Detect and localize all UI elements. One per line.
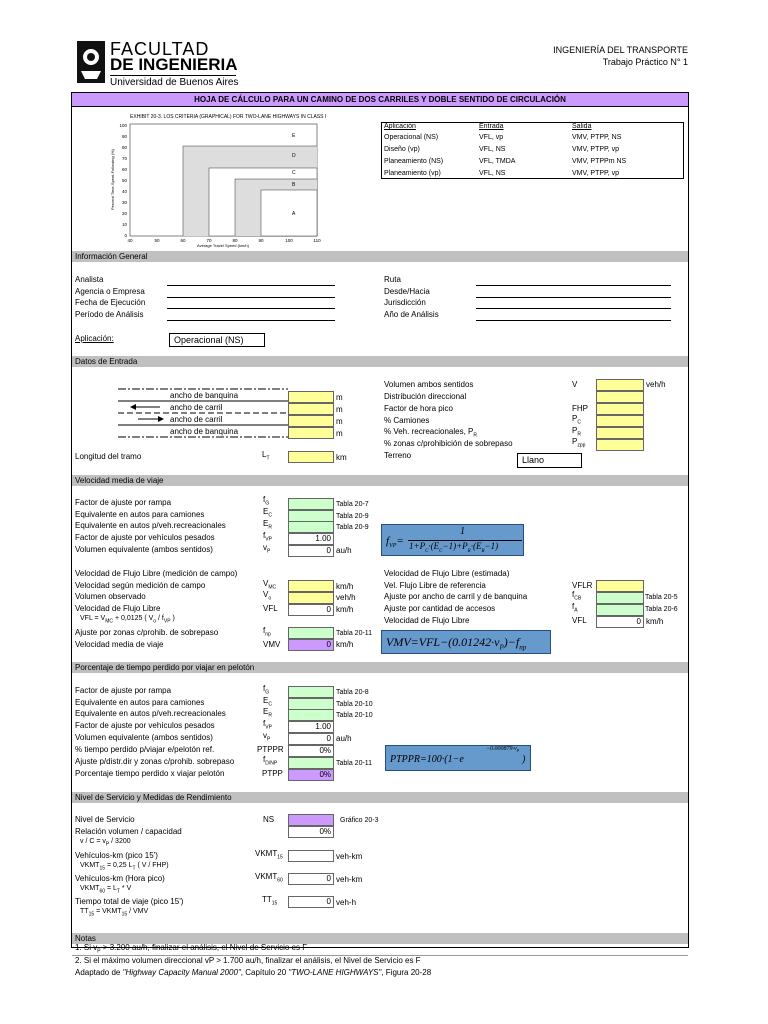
ptp-sym: PTPP <box>262 769 283 778</box>
label-terreno: Terreno <box>384 451 412 460</box>
section-ns: Nivel de Servicio y Medidas de Rendimiento <box>72 792 688 803</box>
grade-factor-input[interactable] <box>288 498 334 510</box>
periodo-field[interactable] <box>167 320 335 321</box>
section-info-general: Información General <box>72 251 688 262</box>
crest-icon <box>77 41 105 83</box>
vkmt15-sym: $VKMT_{15}$ <box>255 849 283 861</box>
app-col-aplicacion: Aplicación <box>384 123 416 130</box>
anio-field[interactable] <box>476 320 671 321</box>
app-row: VMV, PTPP, vp <box>572 146 620 153</box>
length-input[interactable] <box>288 451 334 463</box>
sym-pr: $P_R$ <box>572 426 581 438</box>
vmv-final-label: Velocidad media de viaje <box>75 640 164 649</box>
fl-label: Volumen observado <box>75 592 146 601</box>
ruta-field[interactable] <box>476 285 671 286</box>
ptp-label: Porcentaje tiempo perdido x viajar pelotón <box>75 769 225 778</box>
equiv-volume-value: 0 <box>288 545 334 557</box>
vmv-final-sym: VMV <box>263 640 281 649</box>
svg-text:40: 40 <box>127 238 133 243</box>
vkmt15-formula: $VKMT_{15} = 0,25$ $L_T$ ( V / FHP) <box>80 862 169 872</box>
vmv-label: Factor de ajuste por vehículos pesados <box>75 533 215 542</box>
ptp-label: Factor de ajuste por vehículos pesados <box>75 721 215 730</box>
lane-width-input[interactable] <box>288 403 334 415</box>
table-ref: Tabla 20-9 <box>336 513 369 520</box>
sym-pc: $P_C$ <box>572 414 581 426</box>
app-row: Planeamiento (vp) <box>384 170 441 177</box>
svg-text:30: 30 <box>121 200 127 205</box>
app-row: VFL, vp <box>479 134 504 141</box>
table-ref: Tabla 20-5 <box>645 594 678 601</box>
vmv-label: Factor de ajuste por rampa <box>75 498 172 507</box>
ptp-rv-equiv-input[interactable] <box>288 709 334 721</box>
unit: km/h <box>336 582 354 591</box>
course-name: INGENIERÍA DEL TRANSPORTE <box>553 45 688 55</box>
ptp-equiv-volume-value: 0 <box>288 733 334 745</box>
table-ref: Tabla 20-10 <box>336 712 373 719</box>
vmv-formula: $VMV=VFL-(0.01242\cdot v_P)-f_{np}$ <box>381 630 551 654</box>
svg-text:50: 50 <box>154 238 160 243</box>
ptp-sym: PTPPR <box>257 745 284 754</box>
unit: veh/h <box>336 593 356 602</box>
vmv-sym: $E_R$ <box>263 519 272 531</box>
engineering-name: DE INGENIERIA <box>110 55 238 74</box>
vmv-label: Equivalente en autos p/veh.recreacionales <box>75 521 226 530</box>
vmv-sym: $v_P$ <box>263 543 271 555</box>
label-jurisdiccion: Jurisdicción <box>384 298 426 307</box>
section-ptp: Porcentaje de tiempo perdido por viajar en pelotón <box>72 662 688 673</box>
vmv-sym: $f_G$ <box>263 495 270 507</box>
vc-label: Relación volumen / capacidad <box>75 827 182 836</box>
svg-text:0: 0 <box>124 233 127 238</box>
ptp-sym: $E_R$ <box>263 707 272 719</box>
fnp-input[interactable] <box>288 627 334 639</box>
app-col-salida: Salida <box>572 123 592 130</box>
hv-factor-value: 1.00 <box>288 533 334 545</box>
unit-m: m <box>336 417 343 426</box>
ptp-grade-input[interactable] <box>288 686 334 698</box>
label-zonas: % zonas c/prohibición de sobrepaso <box>384 439 513 448</box>
los-exhibit-chart <box>108 120 323 248</box>
vkmt60-sym: $VKMT_{60}$ <box>255 872 283 884</box>
label-agencia: Agencia o Empresa <box>75 287 145 296</box>
svg-text:A: A <box>292 211 296 217</box>
svg-text:50: 50 <box>121 178 127 183</box>
flr-label: Vel. Flujo Libre de referencia <box>384 581 486 590</box>
trucks-pct-input[interactable] <box>596 415 644 427</box>
observed-volume-input[interactable] <box>288 592 334 604</box>
fvp-formula: $f_{VP}=$ 1 $1+P_C\cdot(E_C-1)+P_R\cdot(E_R-1)$ <box>381 524 524 556</box>
work-name: Trabajo Práctico N° 1 <box>602 57 688 67</box>
table-ref: Tabla 20-7 <box>336 501 369 508</box>
shoulder-width-input[interactable] <box>288 391 334 403</box>
tt-formula: $TT_{15}$ = $VKMT_{15}$ / VMV <box>80 908 149 918</box>
app-row: VMV, PTPP, NS <box>572 134 622 141</box>
ptppr-value: 0% <box>288 745 334 757</box>
vmv-final-value: 0 <box>288 639 334 651</box>
unit-km: km <box>336 453 347 462</box>
dir-dist-input[interactable] <box>596 391 644 403</box>
svg-text:70: 70 <box>206 238 212 243</box>
label-volumen: Volumen ambos sentidos <box>384 380 474 389</box>
terrain-select[interactable]: Llano <box>517 453 582 468</box>
unit: km/h <box>646 617 664 626</box>
unit: veh-km <box>336 852 363 861</box>
np-sym: $f_{np}$ <box>263 626 271 638</box>
flr-label: Ajuste por ancho de carril y de banquina <box>384 592 528 601</box>
ptp-label: Volumen equivalente (ambos sentidos) <box>75 733 213 742</box>
ptp-sym: $f_{D/NP}$ <box>263 755 278 767</box>
tt-value: 0 <box>288 896 334 908</box>
section-datos-entrada: Datos de Entrada <box>72 356 688 367</box>
fl-right-title: Velocidad de Flujo Libre (estimada) <box>384 569 510 578</box>
svg-text:110: 110 <box>313 238 321 243</box>
fl-label: Velocidad de Flujo Libre <box>75 604 161 613</box>
svg-text:100: 100 <box>119 123 127 128</box>
vmv-sym: $E_C$ <box>263 507 272 519</box>
svg-text:B: B <box>292 182 296 188</box>
fdnp-input[interactable] <box>288 757 334 769</box>
nopass-pct-input[interactable] <box>596 439 644 451</box>
tt-label: Tiempo total de viaje (pico 15') <box>75 897 184 906</box>
label-desde-hacia: Desde/Hacia <box>384 287 430 296</box>
ptp-sym: $v_P$ <box>263 731 271 743</box>
note-1: 1. Si $v_P > 3.200$ au/h, finalizar el análisis, el Nivel de Servicio es F <box>75 943 308 955</box>
ptp-sym: $f_G$ <box>263 684 270 696</box>
lane-label: ancho de banquina <box>170 427 239 436</box>
faculty-logo <box>77 41 105 83</box>
vmv-label: Volumen equivalente (ambos sentidos) <box>75 545 213 554</box>
unit-m: m <box>336 429 343 438</box>
unit: km/h <box>336 640 354 649</box>
label-camiones: % Camiones <box>384 416 430 425</box>
unit-auh: au/h <box>336 546 352 555</box>
svg-text:Percent Time-Spent-Following (: Percent Time-Spent-Following (%) <box>110 149 115 210</box>
label-fecha: Fecha de Ejecución <box>75 298 146 307</box>
label-aplicacion: Aplicación: <box>75 334 114 343</box>
vflr-input[interactable] <box>596 580 644 592</box>
label-longitud: Longitud del tramo <box>75 452 142 461</box>
unit: veh-h <box>336 898 357 907</box>
agencia-field[interactable] <box>167 297 335 298</box>
vc-value: 0% <box>288 826 334 838</box>
volume-input[interactable] <box>596 379 644 391</box>
app-row: VFL, NS <box>479 146 506 153</box>
sheet-title: HOJA DE CÁLCULO PARA UN CAMINO DE DOS CARRILES Y DOBLE SENTIDO DE CIRCULACIÓN <box>72 93 688 107</box>
table-ref: Tabla 20-11 <box>336 630 373 637</box>
flr-sym: $f_{CB}$ <box>572 590 582 602</box>
lane-width-input[interactable] <box>288 415 334 427</box>
svg-text:60: 60 <box>180 238 186 243</box>
unit-m: m <box>336 405 343 414</box>
fl-sym: $V_o$ <box>263 590 272 602</box>
app-row: Diseño (vp) <box>384 146 420 153</box>
ptpp-value: 0% <box>288 769 334 781</box>
svg-text:20: 20 <box>121 211 127 216</box>
fhp-input[interactable] <box>596 403 644 415</box>
svg-text:90: 90 <box>258 238 264 243</box>
section-notas: Notas <box>72 933 688 944</box>
fl-sym: VFL <box>263 604 278 613</box>
ptp-label: Factor de ajuste por rampa <box>75 686 172 695</box>
app-row: Planeamiento (NS) <box>384 158 444 165</box>
ptp-hv-factor-value: 1.00 <box>288 721 334 733</box>
vfl-field-value: 0 <box>288 604 334 616</box>
sym-pzpp: $P_{zpp}$ <box>572 437 586 449</box>
ns-label: Nivel de Servicio <box>75 815 135 824</box>
faculty-name: FACULTAD <box>110 39 210 59</box>
label-analista: Analista <box>75 275 104 284</box>
svg-text:C: C <box>292 170 296 176</box>
app-col-entrada: Entrada <box>479 123 504 130</box>
exhibit-caption: EXHIBIT 20-3. LOS CRITERIA (GRAPHICAL) FOR TWO-LANE HIGHWAYS IN CLASS I <box>130 114 327 120</box>
vkmt60-value: 0 <box>288 873 334 885</box>
fl-label: Velocidad según medición de campo <box>75 581 206 590</box>
ptp-label: % tiempo perdido p/viajar e/pelotón ref. <box>75 745 215 754</box>
unit-auh: au/h <box>336 734 352 743</box>
table-ref: Tabla 20-8 <box>336 689 369 696</box>
vfl-est-value: 0 <box>596 616 644 628</box>
section-vmv: Velocidad media de viaje <box>72 475 688 486</box>
lane-label: ancho de carril <box>170 415 223 424</box>
shoulder-width-input[interactable] <box>288 427 334 439</box>
flr-sym: $f_A$ <box>572 602 578 614</box>
svg-text:70: 70 <box>121 156 127 161</box>
app-row: VFL, TMDA <box>479 158 516 165</box>
vkmt15-label: Vehículos-km (pico 15') <box>75 851 158 860</box>
svg-text:E: E <box>292 133 296 139</box>
app-row: VFL, NS <box>479 170 506 177</box>
ns-sym: NS <box>263 815 275 824</box>
np-label: Ajuste por zonas c/prohib. de sobrepaso <box>75 628 219 637</box>
field-speed-input[interactable] <box>288 580 334 592</box>
flr-sym: VFLR <box>572 581 593 590</box>
label-ruta: Ruta <box>384 275 401 284</box>
app-row: Operacional (NS) <box>384 134 439 141</box>
vkmt15-value <box>288 850 334 862</box>
svg-text:90: 90 <box>121 134 127 139</box>
ptp-label: Ajuste p/distr.dir y zonas c/prohib. sobrepaso <box>75 757 235 766</box>
app-row: VMV, PTPP, vp <box>572 170 620 177</box>
svg-text:40: 40 <box>121 189 127 194</box>
svg-text:10: 10 <box>121 222 127 227</box>
flr-label: Velocidad de Flujo Libre <box>384 616 470 625</box>
table-ref: Tabla 20-11 <box>336 760 373 767</box>
unit: veh-km <box>336 875 363 884</box>
table-ref: Tabla 20-6 <box>645 606 678 613</box>
los-b-region <box>261 190 317 236</box>
vfl-formula: VFL = $V_{MC} + 0,0125$ ( $V_o / f_{VP}$ ) <box>80 615 175 625</box>
sym-v: V <box>572 380 578 389</box>
svg-text:D: D <box>292 153 296 159</box>
note-2: 2. Si el máximo volumen direccional vP > 1.700 au/h, finalizar el análisis, el Nivel de Servicio es F <box>75 956 421 965</box>
table-ref: Tabla 20-10 <box>336 701 373 708</box>
label-fhp: Factor de hora pico <box>384 404 453 413</box>
flr-sym: VFL <box>572 616 587 625</box>
rv-equiv-input[interactable] <box>288 521 334 533</box>
footer-source: Adaptado de "Highway Capacity Manual 2000", Capítulo 20 "TWO-LANE HIGHWAYS", Figura 20-28 <box>75 968 432 977</box>
lane-label: ancho de carril <box>170 403 223 412</box>
label-periodo: Período de Análisis <box>75 310 144 319</box>
unit-veh-h: veh/h <box>646 380 666 389</box>
svg-text:80: 80 <box>121 145 127 150</box>
vmv-sym: $f_{VP}$ <box>263 531 272 543</box>
ptp-sym: $E_C$ <box>263 696 272 708</box>
ptppr-formula: PTPPR=100·(1−e $-0.000879\cdot v_P$ ) <box>385 745 531 771</box>
vkmt60-formula: $VKMT_{60} = L_T * V$ <box>80 885 132 895</box>
university-name: Universidad de Buenos Aires <box>110 77 239 88</box>
table-ref: Tabla 20-9 <box>336 524 369 531</box>
los-value <box>288 814 334 826</box>
desde-hacia-field[interactable] <box>476 297 671 298</box>
fl-sym: $V_{MC}$ <box>263 579 277 591</box>
label-recreacionales: % Veh. recreacionales, $P_R$ <box>384 427 478 439</box>
label-distribucion: Distribución direccional <box>384 392 467 401</box>
fa-input[interactable] <box>596 604 644 616</box>
svg-text:Average Travel Speed (km/h): Average Travel Speed (km/h) <box>197 243 249 248</box>
svg-text:100: 100 <box>285 238 293 243</box>
fcb-input[interactable] <box>596 592 644 604</box>
fecha-field[interactable] <box>167 308 335 309</box>
sym-lt: $L_T$ <box>262 450 270 462</box>
fl-left-title: Velocidad de Flujo Libre (medición de campo) <box>75 569 238 578</box>
svg-text:60: 60 <box>121 167 127 172</box>
chart-ref: Gráfico 20-3 <box>340 817 379 824</box>
unit-m: m <box>336 393 343 402</box>
ptp-label: Equivalente en autos p/veh.recreacionales <box>75 709 226 718</box>
vc-formula: $v / C = v_P / 3200$ <box>80 838 131 848</box>
tt-sym: $TT_{15}$ <box>262 895 278 907</box>
vmv-label: Equivalente en autos para camiones <box>75 510 205 519</box>
lane-label: ancho de banquina <box>170 391 239 400</box>
vkmt60-label: Vehículos-km (Hora pico) <box>75 874 165 883</box>
svg-text:80: 80 <box>232 238 238 243</box>
app-row: VMV, PTPPm NS <box>572 158 627 165</box>
ptp-sym: $f_{VP}$ <box>263 719 272 731</box>
flr-label: Ajuste por cantidad de accesos <box>384 604 496 613</box>
rv-pct-input[interactable] <box>596 427 644 439</box>
jurisdiccion-field[interactable] <box>476 308 671 309</box>
aplicacion-select[interactable]: Operacional (NS) <box>169 333 265 347</box>
label-anio: Año de Análisis <box>384 310 439 319</box>
unit: km/h <box>336 605 354 614</box>
sym-fhp: FHP <box>572 404 588 413</box>
analista-field[interactable] <box>167 285 335 286</box>
ptp-label: Equivalente en autos para camiones <box>75 698 205 707</box>
